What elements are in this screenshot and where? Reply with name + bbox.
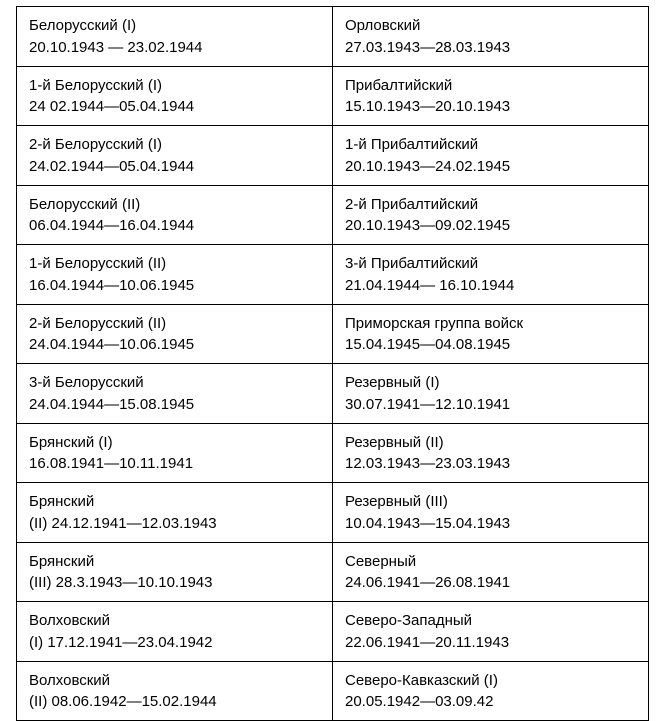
table-row xyxy=(17,661,649,721)
table-row xyxy=(17,483,649,543)
table-cell-left xyxy=(17,185,333,245)
table-row xyxy=(17,245,649,305)
front-name: 1-й Прибалтийский xyxy=(345,136,479,153)
front-dates: 20.10.1943—24.02.1945 xyxy=(345,157,511,175)
front-dates: (I) 17.12.1941—23.04.1942 xyxy=(29,633,213,651)
front-dates: 16.08.1941—10.11.1941 xyxy=(29,455,194,473)
front-dates: 24.02.1944—05.04.1944 xyxy=(29,157,195,175)
table-cell-right xyxy=(333,542,649,602)
table-cell-right xyxy=(333,185,649,245)
table-row xyxy=(17,304,649,364)
table-row xyxy=(17,542,649,602)
table-cell-left xyxy=(17,7,333,67)
table-row xyxy=(17,66,649,126)
front-dates: 15.10.1943—20.10.1943 xyxy=(345,98,511,116)
front-name: Прибалтийский xyxy=(345,76,453,94)
table-row xyxy=(17,7,649,67)
document-page xyxy=(0,6,665,711)
front-dates: 30.07.1941—12.10.1941 xyxy=(345,395,511,413)
front-name: Белорусский (I) xyxy=(29,17,137,34)
front-name: 3-й Прибалтийский xyxy=(345,255,479,272)
front-name: Северо-Кавказский (I) xyxy=(345,671,498,689)
table-cell-right xyxy=(333,602,649,662)
front-dates: (II) 08.06.1942—15.02.1944 xyxy=(29,693,217,711)
front-name: Белорусский (II) xyxy=(29,195,141,213)
table-cell-right xyxy=(333,126,649,186)
front-name: Резервный (I) xyxy=(345,374,440,391)
table-cell-left xyxy=(17,602,333,662)
table-cell-left xyxy=(17,542,333,602)
table-cell-right xyxy=(333,483,649,543)
front-name: 1-й Белорусский (I) xyxy=(29,76,162,94)
front-dates: 24 02.1944—05.04.1944 xyxy=(29,98,195,116)
table-cell-left xyxy=(17,661,333,721)
front-dates: (III) 28.3.1943—10.10.1943 xyxy=(29,574,213,592)
table-cell-left xyxy=(17,483,333,543)
table-row xyxy=(17,185,649,245)
front-dates: (II) 24.12.1941—12.03.1943 xyxy=(29,514,217,532)
front-dates: 24.06.1941—26.08.1941 xyxy=(345,574,511,592)
front-dates: 12.03.1943—23.03.1943 xyxy=(345,455,511,473)
table-row xyxy=(17,126,649,186)
fronts-table xyxy=(16,6,649,721)
front-name: 2-й Белорусский (I) xyxy=(29,136,162,153)
front-name: Брянский xyxy=(29,552,95,570)
table-cell-right xyxy=(333,245,649,305)
front-name: Резервный (II) xyxy=(345,433,444,451)
front-dates: 10.04.1943—15.04.1943 xyxy=(345,514,511,532)
table-cell-right xyxy=(333,7,649,67)
table-cell-left xyxy=(17,245,333,305)
table-row xyxy=(17,602,649,662)
front-dates: 24.04.1944—10.06.1945 xyxy=(29,336,195,354)
front-dates: 16.04.1944—10.06.1945 xyxy=(29,276,195,294)
front-name: Брянский xyxy=(29,493,95,510)
front-name: Волховский xyxy=(29,671,111,689)
front-dates: 27.03.1943—28.03.1943 xyxy=(345,38,511,56)
front-name: Приморская группа войск xyxy=(345,314,524,332)
front-dates: 20.05.1942—03.09.42 xyxy=(345,693,494,711)
table-cell-right xyxy=(333,364,649,424)
table-cell-left xyxy=(17,304,333,364)
table-cell-left xyxy=(17,364,333,424)
front-dates: 06.04.1944—16.04.1944 xyxy=(29,217,195,235)
front-dates: 21.04.1944— 16.10.1944 xyxy=(345,276,515,294)
front-dates: 22.06.1941—20.11.1943 xyxy=(345,633,510,651)
front-name: Северо-Западный xyxy=(345,612,473,629)
table-cell-right xyxy=(333,661,649,721)
table-row xyxy=(17,364,649,424)
front-name: 1-й Белорусский (II) xyxy=(29,255,167,272)
front-dates: 15.04.1945—04.08.1945 xyxy=(345,336,511,354)
table-row xyxy=(17,423,649,483)
front-name: 3-й Белорусский xyxy=(29,374,144,391)
front-name: Волховский xyxy=(29,612,111,629)
table-cell-left xyxy=(17,66,333,126)
front-dates: 20.10.1943 — 23.02.1944 xyxy=(29,38,203,56)
front-name: Резервный (III) xyxy=(345,493,448,510)
table-cell-right xyxy=(333,423,649,483)
table-body xyxy=(17,7,649,721)
front-name: Северный xyxy=(345,552,417,570)
table-cell-left xyxy=(17,126,333,186)
front-name: 2-й Белорусский (II) xyxy=(29,314,167,332)
front-name: Орловский xyxy=(345,17,421,34)
front-name: Брянский (I) xyxy=(29,433,113,451)
front-dates: 20.10.1943—09.02.1945 xyxy=(345,217,511,235)
table-cell-left xyxy=(17,423,333,483)
front-dates: 24.04.1944—15.08.1945 xyxy=(29,395,195,413)
table-cell-right xyxy=(333,66,649,126)
table-cell-right xyxy=(333,304,649,364)
front-name: 2-й Прибалтийский xyxy=(345,195,479,213)
